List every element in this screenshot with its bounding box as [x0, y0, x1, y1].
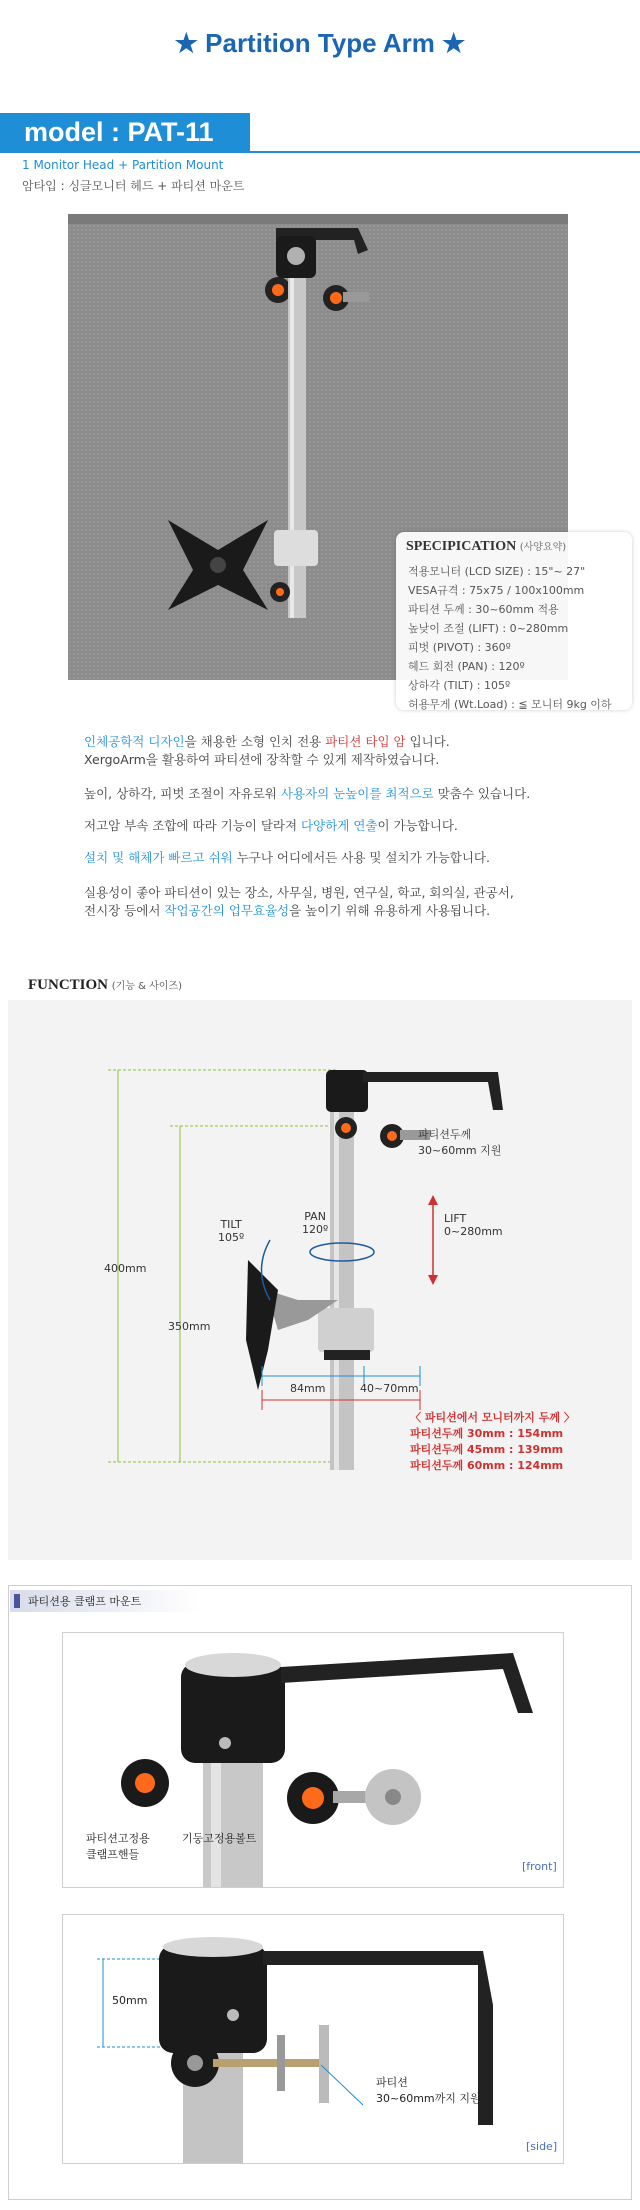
- dim-50mm: 50mm: [112, 1994, 148, 2007]
- dim-350mm: 350mm: [168, 1320, 211, 1333]
- spec-item: 높낮이 조절 (LIFT) : 0~280mm: [408, 622, 569, 635]
- model-subtitle-en: 1 Monitor Head + Partition Mount: [22, 158, 224, 172]
- spec-list: [408, 562, 612, 714]
- clamp-section-title: 파티션용 클램프 마운트: [28, 1595, 142, 1608]
- tilt-label: TILT 105º: [218, 1218, 245, 1244]
- spec-title: SPECIPICATION (사양요약): [406, 539, 567, 554]
- function-title: FUNCTION (기능 & 사이즈): [28, 977, 183, 993]
- model-badge: model : PAT-11: [0, 113, 250, 151]
- spec-item: VESA규격 : 75x75 / 100x100mm: [408, 584, 585, 597]
- distance-title: 〈 파티션에서 모니터까지 두께 〉: [410, 1411, 575, 1424]
- pole-bolt-label: 기둥고정용볼트: [182, 1832, 257, 1845]
- lift-label: LIFT 0~280mm: [444, 1212, 503, 1238]
- description-para-1: 인체공학적 디자인을 채용한 소형 인치 전용 파티션 타입 암 입니다. XergoArm을 활용하여 파티션에 장착할 수 있게 제작하였습니다.: [84, 734, 450, 767]
- description-para-3: 저고암 부속 조합에 따라 기능이 달라져 다양하게 연출이 가능합니다.: [84, 818, 458, 833]
- distance-row: 파티션두께 45mm : 139mm: [410, 1443, 564, 1456]
- pan-label: PAN 120º: [302, 1210, 329, 1236]
- description-para-2: 높이, 상하각, 피벗 조절이 자유로워 사용자의 눈높이를 최적으로 맞춤수 있습니다.: [84, 786, 531, 801]
- side-tag: [side]: [526, 2140, 558, 2153]
- dim-84mm: 84mm: [290, 1382, 326, 1395]
- model-divider: [0, 151, 640, 153]
- description-para-5: 실용성이 좋아 파티션이 있는 장소, 사무실, 병원, 연구실, 학교, 회의실, 관공서, 전시장 등에서 작업공간의 업무효율성을 높이기 위해 유용하게 사용됩니다.: [84, 885, 514, 918]
- distance-table: [410, 1410, 575, 1474]
- description-para-4: 설치 및 해체가 빠르고 쉬워 누구나 어디에서든 사용 및 설치가 가능합니다.: [84, 850, 490, 865]
- spec-item: 파티션 두께 : 30~60mm 적용: [408, 603, 559, 616]
- spec-item: 피벗 (PIVOT) : 360º: [408, 641, 511, 654]
- spec-item: 상하각 (TILT) : 105º: [408, 679, 511, 692]
- spec-item: 헤드 회전 (PAN) : 120º: [408, 660, 525, 673]
- distance-row: 파티션두께 30mm : 154mm: [410, 1427, 564, 1440]
- distance-row: 파티션두께 60mm : 124mm: [410, 1459, 564, 1472]
- side-partition-label: 파티션 30~60mm까지 지원: [376, 2076, 481, 2105]
- clamp-side-panel: [62, 1914, 564, 2164]
- clamp-handle-label: 파티션고정용 클램프핸들: [86, 1832, 150, 1861]
- model-subtitle-ko: 암타입 : 싱글모니터 헤드 + 파티션 마운트: [22, 179, 245, 193]
- clamp-side-illustration: [63, 1915, 563, 2163]
- dim-40-70mm: 40~70mm: [360, 1382, 419, 1395]
- spec-item: 적용모니터 (LCD SIZE) : 15"~ 27": [408, 565, 586, 578]
- front-tag: [front]: [522, 1860, 557, 1873]
- clamp-section-tab: [10, 1590, 200, 1612]
- dim-400mm: 400mm: [104, 1262, 147, 1275]
- spec-item: 허용무게 (Wt.Load) : ≦ 모니터 9kg 이하: [408, 698, 612, 711]
- spec-box: [396, 532, 632, 710]
- partition-thickness-label: 파티션두께 30~60mm 지원: [418, 1128, 502, 1157]
- page-title: ★ Partition Type Arm ★: [174, 28, 466, 58]
- function-diagram: [8, 1000, 632, 1560]
